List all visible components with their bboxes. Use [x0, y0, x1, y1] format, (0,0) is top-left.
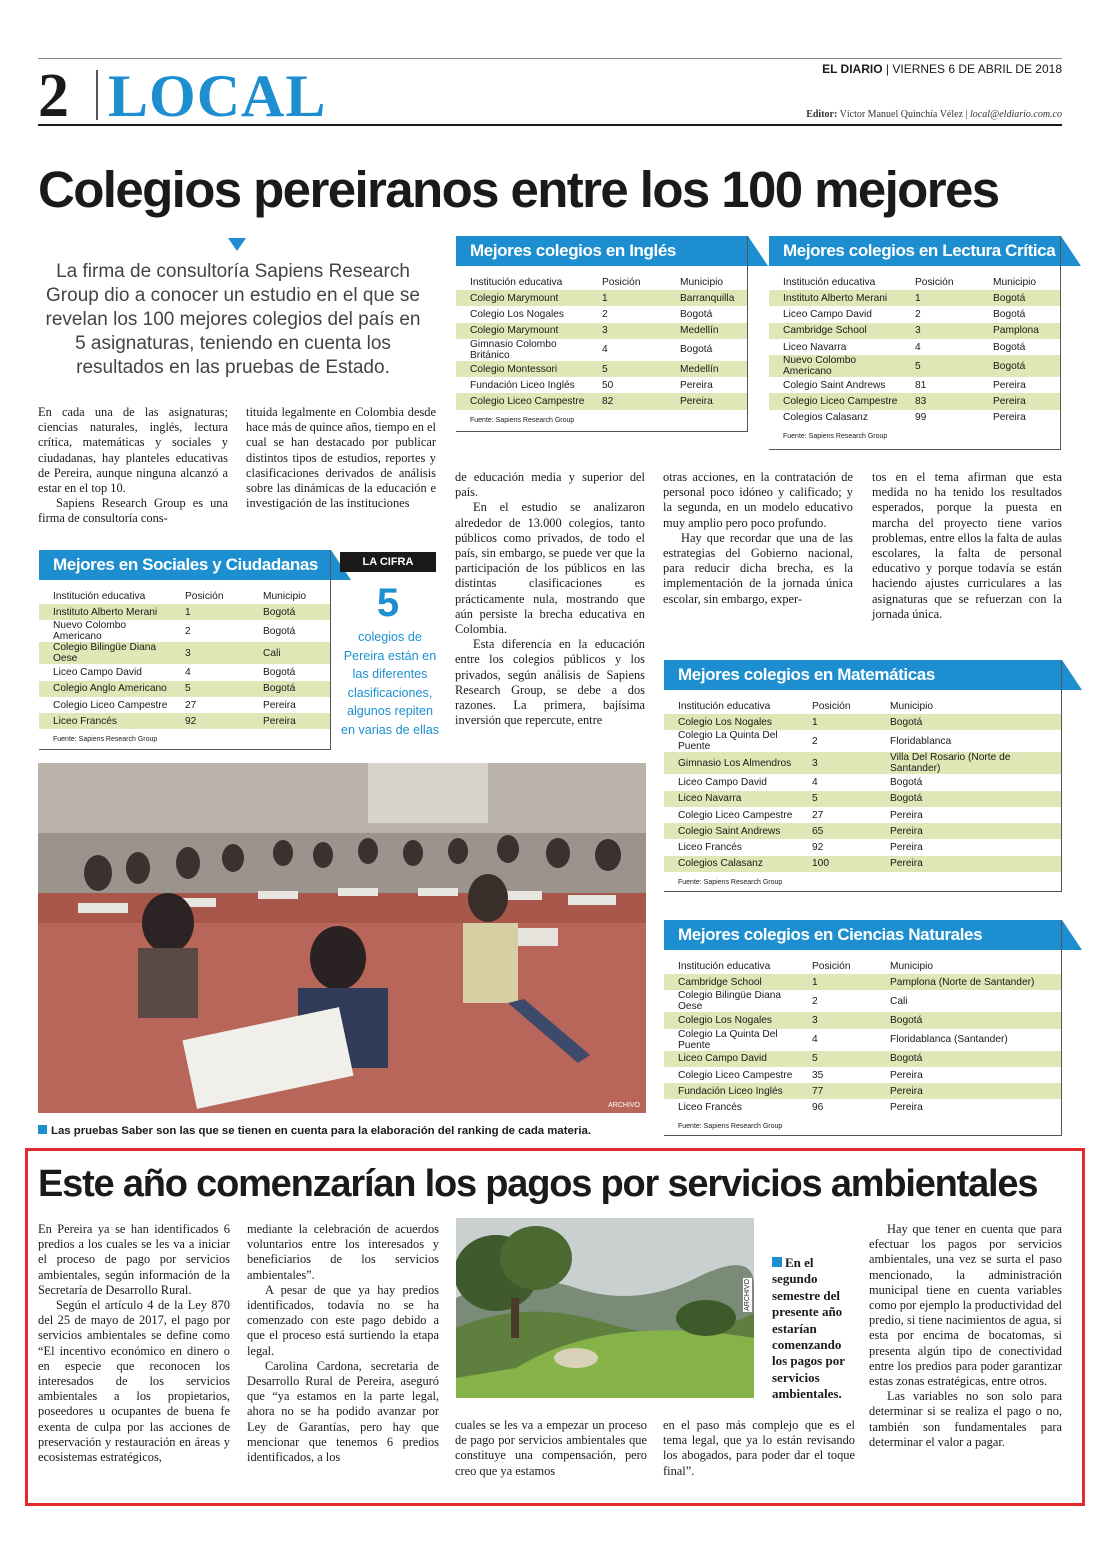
- table-cell: 65: [798, 823, 876, 839]
- table-row: [664, 807, 1062, 823]
- table-cell: Pereira: [890, 1102, 923, 1114]
- table-row: [769, 290, 1061, 306]
- editor-separator: |: [965, 109, 971, 120]
- table-cell: 4: [915, 341, 921, 353]
- table-lectura: [769, 236, 1061, 450]
- table-cell: Colegio Liceo Campestre: [678, 1069, 793, 1081]
- col-header: Posición: [602, 276, 641, 288]
- table-cell: Bogotá: [876, 714, 1062, 730]
- table-cell: Fundación Liceo Inglés: [470, 379, 575, 391]
- table-cell: Pereira: [876, 856, 1062, 872]
- table-row: [664, 752, 1062, 774]
- table-cell: Colegio Bilingüe Diana Oese: [39, 642, 171, 664]
- table-row: [39, 604, 331, 620]
- table-row: [39, 664, 331, 680]
- table-cell: Colegio Liceo Campestre: [53, 699, 168, 711]
- table-source: Fuente: Sapiens Research Group: [678, 1122, 783, 1130]
- table-row: [664, 974, 1062, 990]
- paragraph: cuales se les va a empezar un proceso de pago por servicios ambientales que constituye una compensación, pero creo que ya estamos: [455, 1418, 647, 1478]
- table-cell: 81: [915, 379, 927, 391]
- table-row: [39, 620, 331, 642]
- table-title: Mejores colegios en Inglés: [456, 236, 748, 266]
- table-cell: Bogotá: [249, 681, 331, 697]
- table-row: [456, 323, 748, 339]
- table-row: [664, 856, 1062, 872]
- paragraph: mediante la celebración de acuerdos voluntarios entre los interesados y beneficiarios de los servicios ambientales”.: [247, 1222, 439, 1282]
- table-cell: Cali: [249, 642, 331, 664]
- story2-column-2: [247, 1222, 439, 1465]
- table-cell: Bogotá: [876, 791, 1062, 807]
- table-cell: Colegio Montessori: [456, 361, 588, 377]
- table-cell: Pereira: [249, 713, 331, 729]
- table-row: [664, 1012, 1062, 1028]
- table-cell: Pereira: [263, 699, 296, 711]
- paragraph: En cada una de las asignaturas; ciencias naturales, inglés, lectura crítica, matemáticas y sociales y ciudadanas, hay planteles educativas de Pereira, aunque ninguna alcanzó a estar en el top 10.: [38, 405, 228, 496]
- table-cell: Pereira: [876, 1083, 1062, 1099]
- table-cell: 83: [901, 393, 979, 409]
- table-cell: Nuevo Colombo Americano: [769, 355, 901, 377]
- paragraph: otras acciones, en la contratación de personal poco idóneo y calificado; y la segunda, en un modelo educativo muy amplio pero poco profundo.: [663, 470, 853, 530]
- table-cell: Bogotá: [979, 355, 1061, 377]
- col-header: Posición: [812, 700, 851, 712]
- col-header: Posición: [812, 960, 851, 972]
- col-header: Posición: [185, 590, 224, 602]
- table-cell: Colegio Los Nogales: [664, 714, 798, 730]
- table-cell: Liceo Campo David: [678, 776, 767, 788]
- ranking-table: [664, 958, 1062, 1116]
- table-cell: Pereira: [890, 842, 923, 854]
- landscape-photo-illustration: [456, 1218, 754, 1398]
- table-cell: 2: [812, 995, 818, 1007]
- table-cell: 3: [171, 642, 249, 664]
- sidenote-square-icon: [772, 1257, 782, 1267]
- table-cell: Colegio Los Nogales: [470, 308, 565, 320]
- table-cell: 5: [588, 361, 666, 377]
- masthead-divider: [96, 70, 98, 120]
- table-row: [664, 791, 1062, 807]
- table-cell: 5: [798, 791, 876, 807]
- table-cell: Instituto Alberto Merani: [39, 604, 171, 620]
- table-cell: Floridablanca (Santander): [890, 1034, 1008, 1046]
- table-cell: 3: [798, 752, 876, 774]
- table-cell: 1: [798, 974, 876, 990]
- cifra-text: colegios de Pereira están en las diferentes clasificaciones, algunos repiten en varias de ellas: [340, 630, 439, 737]
- table-row: [39, 713, 331, 729]
- table-row: [769, 410, 1061, 426]
- top-rule: [38, 58, 1062, 59]
- col-header: Municipio: [890, 700, 934, 712]
- table-row: [664, 730, 1062, 752]
- story1-column-3: [455, 470, 645, 728]
- table-cell: Bogotá: [680, 308, 713, 320]
- table-row: [456, 339, 748, 361]
- table-title: Mejores colegios en Matemáticas: [664, 660, 1062, 690]
- col-header: Institución educativa: [678, 960, 771, 972]
- table-row: [769, 393, 1061, 409]
- cifra-number: 5: [376, 581, 400, 625]
- page-number: 2: [38, 62, 69, 130]
- sidenote-text: En el segundo semestre del presente año estarían comenzando los pagos por servicios ambientales.: [772, 1255, 845, 1402]
- table-cell: 92: [812, 842, 824, 854]
- caption-square-icon: [38, 1125, 47, 1134]
- table-row: [39, 697, 331, 713]
- col-header: Institución educativa: [53, 590, 146, 602]
- table-row: [456, 290, 748, 306]
- col-header: Institución educativa: [678, 700, 771, 712]
- table-title: Mejores colegios en Ciencias Naturales: [664, 920, 1062, 950]
- table-row: [39, 642, 331, 664]
- table-cell: Instituto Alberto Merani: [769, 290, 901, 306]
- table-matematicas: [664, 660, 1062, 892]
- table-ingles: [456, 236, 748, 432]
- table-source: Fuente: Sapiens Research Group: [783, 433, 888, 441]
- table-cell: 3: [588, 323, 666, 339]
- table-cell: 3: [798, 1012, 876, 1028]
- table-row: [664, 823, 1062, 839]
- table-cell: 27: [812, 809, 824, 821]
- ranking-table: [39, 588, 331, 729]
- paragraph: Sapiens Research Group es una firma de consultoría cons-: [38, 496, 228, 526]
- table-cell: 4: [602, 344, 608, 356]
- table-cell: Pereira: [993, 412, 1026, 424]
- col-header: Municipio: [993, 276, 1037, 288]
- table-cell: 1: [588, 290, 666, 306]
- editor-label: Editor:: [806, 109, 838, 120]
- ranking-table: [664, 698, 1062, 872]
- col-header: Municipio: [680, 276, 724, 288]
- table-cell: Barranquilla: [666, 290, 748, 306]
- table-cell: 100: [798, 856, 876, 872]
- paragraph: En Pereira ya se han identificados 6 predios a los cuales se les va a iniciar el proceso de pago por servicios ambientales, según información de la Secretaría de Desarrollo Rural.: [38, 1222, 230, 1297]
- table-cell: Pereira: [890, 1069, 923, 1081]
- col-header: Municipio: [263, 590, 307, 602]
- table-cell: Cambridge School: [769, 323, 901, 339]
- table-cell: 5: [901, 355, 979, 377]
- table-row: [664, 1029, 1062, 1051]
- table-cell: Colegios Calasanz: [664, 856, 798, 872]
- table-cell: Bogotá: [890, 776, 923, 788]
- table-cell: 96: [812, 1102, 824, 1114]
- table-naturales: [664, 920, 1062, 1136]
- story1-column-4: [663, 470, 853, 607]
- table-cell: Liceo Francés: [678, 1102, 742, 1114]
- table-row: [456, 361, 748, 377]
- table-cell: Pereira: [666, 393, 748, 409]
- table-cell: Gimnasio Los Almendros: [664, 752, 798, 774]
- table-cell: Liceo Campo David: [664, 1051, 798, 1067]
- table-cell: 27: [185, 699, 197, 711]
- story2-column-5: [869, 1222, 1062, 1450]
- paragraph: En el estudio se analizaron alrededor de 13.000 colegios, tanto públicos como privados, de todo el país, sin embargo, se puede ver que la participación de los públicos en las distintas clasificaciones es prácticamente nula, mostrando que aún persiste la brecha educativa en Colombia.: [455, 500, 645, 637]
- section-title: LOCAL: [108, 63, 327, 129]
- table-cell: Bogotá: [263, 666, 296, 678]
- table-cell: Colegio La Quinta Del Puente: [678, 730, 778, 753]
- paragraph: tos en el tema afirman que esta medida no ha tenido los resultados esperados, porque la puesta en marcha del proyecto tiene varios problemas, entre ellos la falta de aulas escolares, la falta de personal educativo y porque todavía se están haciendo ajustes curriculares a las asignaturas que se refuerzan con la jornada única.: [872, 470, 1062, 621]
- lead-paragraph: La firma de consultoría Sapiens Research Group dio a conocer un estudio en el que se revelan los 100 mejores colegios del país en 5 asignaturas, teniendo en cuenta los resultados en las pruebas de Estado.: [45, 261, 421, 378]
- table-cell: 2: [602, 308, 608, 320]
- editor-line: [806, 109, 1062, 120]
- paragraph: A pesar de que ya hay predios identificados, todavía no se ha comenzado con este pago debido a que el proceso está surtiendo la etapa legal.: [247, 1282, 439, 1358]
- table-cell: Colegio Bilingüe Diana Oese: [678, 990, 782, 1013]
- table-row: [664, 714, 1062, 730]
- table-cell: Colegio Liceo Campestre: [678, 809, 793, 821]
- paragraph: Carolina Cardona, secretaria de Desarrollo Rural de Pereira, aseguró que “ya estamos en la parte legal, ahora no se ha podido avanzar por Ley de Garantías, pero hay que mencionar que tenemos 6 predios identificados, a los: [247, 1358, 439, 1465]
- col-header: Institución educativa: [470, 276, 563, 288]
- table-source: Fuente: Sapiens Research Group: [678, 879, 783, 887]
- table-cell: Colegio Liceo Campestre: [769, 393, 901, 409]
- table-cell: Pamplona (Norte de Santander): [876, 974, 1062, 990]
- table-row: [769, 306, 1061, 322]
- paragraph: Hay que recordar que una de las estrategias del Gobierno nacional, para reducir dicha brecha, es la implementación de la jornada única escolar, sin embargo, exper-: [663, 530, 853, 606]
- table-cell: 99: [915, 412, 927, 424]
- table-cell: Colegio Saint Andrews: [664, 823, 798, 839]
- paragraph: Según el artículo 4 de la Ley 870 del 25 de mayo de 2017, el pago por servicios ambientales se define como “El incentivo económico en dinero o en especie que reconocen los interesados de los servicios ambientales a los propietarios, poseedores u ocupantes de buena fe exenta de culpa por las acciones de preservación y restauración en áreas y ecosistemas estratégicos,: [38, 1298, 230, 1465]
- landscape-photo: [456, 1218, 754, 1398]
- table-cell: Colegio Anglo Americano: [39, 681, 171, 697]
- dateline: [822, 62, 1062, 76]
- paragraph: Esta diferencia en la educación entre los colegios públicos y los privados, según análisis de Sapiens Research Group, se debe a dos razones. La primera, bajísima inversión que repercute, entre: [455, 637, 645, 728]
- table-cell: Bogotá: [263, 625, 296, 637]
- table-cell: Bogotá: [249, 604, 331, 620]
- table-cell: Pereira: [890, 809, 923, 821]
- table-row: [456, 377, 748, 393]
- story2-headline: Este año comenzarían los pagos por servicios ambientales: [38, 1163, 1038, 1205]
- sidenote: [772, 1255, 854, 1403]
- table-cell: 1: [798, 714, 876, 730]
- table-cell: Medellín: [666, 361, 748, 377]
- table-cell: 3: [901, 323, 979, 339]
- story2-column-4: [663, 1418, 855, 1479]
- table-source: Fuente: Sapiens Research Group: [53, 736, 158, 744]
- table-cell: Fundación Liceo Inglés: [664, 1083, 798, 1099]
- table-source: Fuente: Sapiens Research Group: [470, 416, 575, 424]
- table-sociales: [39, 550, 331, 750]
- table-cell: Bogotá: [680, 344, 713, 356]
- table-cell: Pamplona: [979, 323, 1061, 339]
- table-cell: Colegio Saint Andrews: [783, 379, 886, 391]
- table-cell: Colegio Liceo Campestre: [456, 393, 588, 409]
- table-cell: Pereira: [680, 379, 713, 391]
- main-headline: Colegios pereiranos entre los 100 mejores: [38, 161, 999, 218]
- table-cell: Villa Del Rosario (Norte de Santander): [876, 752, 1062, 774]
- photo-credit: ARCHIVO: [608, 1102, 640, 1109]
- table-cell: 77: [798, 1083, 876, 1099]
- table-cell: 2: [812, 735, 818, 747]
- table-row: [664, 1051, 1062, 1067]
- table-cell: Colegio Marymount: [456, 290, 588, 306]
- story1-column-5: [872, 470, 1062, 622]
- table-cell: Floridablanca: [890, 735, 952, 747]
- editor-email[interactable]: local@eldiario.com.co: [970, 109, 1062, 120]
- table-cell: Bogotá: [876, 1012, 1062, 1028]
- table-cell: 1: [901, 290, 979, 306]
- table-row: [769, 355, 1061, 377]
- table-cell: Liceo Navarra: [664, 791, 798, 807]
- paper-name: EL DIARIO: [822, 62, 883, 76]
- table-row: [456, 393, 748, 409]
- paragraph: Hay que tener en cuenta que para efectuar los pagos por servicios ambientales, una vez se surta el paso mencionado, la administración municipal tiene en cuenta variables como por ejemplo la productividad del predio, si tiene nacimientos de agua, si esta por encima de bocatomas, si presenta algún tipo de conectividad entre los predios para poder garantizar estas zonas estratégicas, entre otros.: [869, 1222, 1062, 1389]
- editor-name: Víctor Manuel Quinchía Vélez: [839, 109, 964, 120]
- table-cell: Medellín: [666, 323, 748, 339]
- table-row: [664, 774, 1062, 790]
- table-row: [769, 377, 1061, 393]
- table-cell: Bogotá: [876, 1051, 1062, 1067]
- table-row: [769, 339, 1061, 355]
- table-title: Mejores en Sociales y Ciudadanas: [39, 550, 331, 580]
- story1-column-1: [38, 405, 228, 527]
- table-cell: 4: [812, 1034, 818, 1046]
- table-row: [39, 681, 331, 697]
- table-row: [456, 306, 748, 322]
- table-cell: Bogotá: [979, 290, 1061, 306]
- col-header: Municipio: [890, 960, 934, 972]
- table-cell: Pereira: [993, 379, 1026, 391]
- table-cell: 5: [798, 1051, 876, 1067]
- paragraph: en el paso más complejo que es el tema legal, que ya lo están revisando los abogados, para poder dar el toque final”.: [663, 1418, 855, 1478]
- story2-column-1: [38, 1222, 230, 1465]
- cifra-tag: LA CIFRA: [340, 552, 436, 572]
- table-cell: 82: [588, 393, 666, 409]
- table-cell: Cali: [890, 995, 908, 1007]
- table-row: [664, 990, 1062, 1012]
- table-cell: Liceo Campo David: [53, 666, 142, 678]
- table-cell: Colegio Marymount: [456, 323, 588, 339]
- table-cell: Pereira: [876, 823, 1062, 839]
- col-header: Institución educativa: [783, 276, 876, 288]
- table-cell: Cambridge School: [664, 974, 798, 990]
- photo-credit: ARCHIVO: [744, 1279, 751, 1311]
- col-header: Posición: [915, 276, 954, 288]
- table-cell: Colegio La Quinta Del Puente: [678, 1028, 778, 1051]
- caption-text: Las pruebas Saber son las que se tienen en cuenta para la elaboración del ranking de cada materia.: [51, 1125, 591, 1137]
- table-cell: 1: [171, 604, 249, 620]
- ranking-table: [769, 274, 1061, 426]
- story2-column-3: [455, 1418, 647, 1479]
- table-cell: Bogotá: [993, 308, 1026, 320]
- paragraph: tituida legalmente en Colombia desde hace más de quince años, tiempo en el cual se han destacado por publicar distintos tipos de estudios, reportes y clasificaciones derivados de análisis sobre las dinámicas de la educación e investigación de las instituciones: [246, 405, 436, 511]
- table-cell: Liceo Francés: [678, 842, 742, 854]
- photo-caption: [38, 1125, 658, 1137]
- table-row: [664, 1099, 1062, 1115]
- dateline-separator: |: [885, 62, 893, 76]
- table-cell: Pereira: [979, 393, 1061, 409]
- table-cell: 50: [602, 379, 614, 391]
- table-cell: Liceo Campo David: [783, 308, 872, 320]
- table-cell: Gimnasio Colombo Británico: [470, 338, 557, 361]
- table-cell: Colegio Los Nogales: [664, 1012, 798, 1028]
- table-cell: 2: [185, 625, 191, 637]
- table-title: Mejores colegios en Lectura Crítica: [769, 236, 1061, 266]
- table-row: [769, 323, 1061, 339]
- ranking-table: [456, 274, 748, 410]
- triangle-marker-icon: [228, 238, 246, 251]
- table-cell: Liceo Francés: [39, 713, 171, 729]
- table-cell: 35: [812, 1069, 824, 1081]
- masthead-rule: [38, 124, 1062, 126]
- table-cell: 5: [171, 681, 249, 697]
- table-cell: Liceo Navarra: [783, 341, 847, 353]
- table-cell: Colegios Calasanz: [783, 412, 868, 424]
- table-cell: 92: [171, 713, 249, 729]
- paragraph: de educación media y superior del país.: [455, 470, 645, 500]
- table-cell: 4: [812, 776, 818, 788]
- table-cell: Nuevo Colombo Americano: [53, 620, 127, 643]
- table-cell: 2: [915, 308, 921, 320]
- table-row: [664, 839, 1062, 855]
- table-cell: Bogotá: [993, 341, 1026, 353]
- table-row: [664, 1067, 1062, 1083]
- paragraph: Las variables no son solo para determinar si se realiza el pago o no, también son fundamentales para determinar el valor a pagar.: [869, 1389, 1062, 1449]
- classroom-photo-illustration: [38, 763, 646, 1113]
- table-row: [664, 1083, 1062, 1099]
- story1-column-2: [246, 405, 436, 511]
- classroom-photo: [38, 763, 646, 1113]
- issue-date: VIERNES 6 DE ABRIL DE 2018: [892, 62, 1062, 76]
- table-cell: 4: [185, 666, 191, 678]
